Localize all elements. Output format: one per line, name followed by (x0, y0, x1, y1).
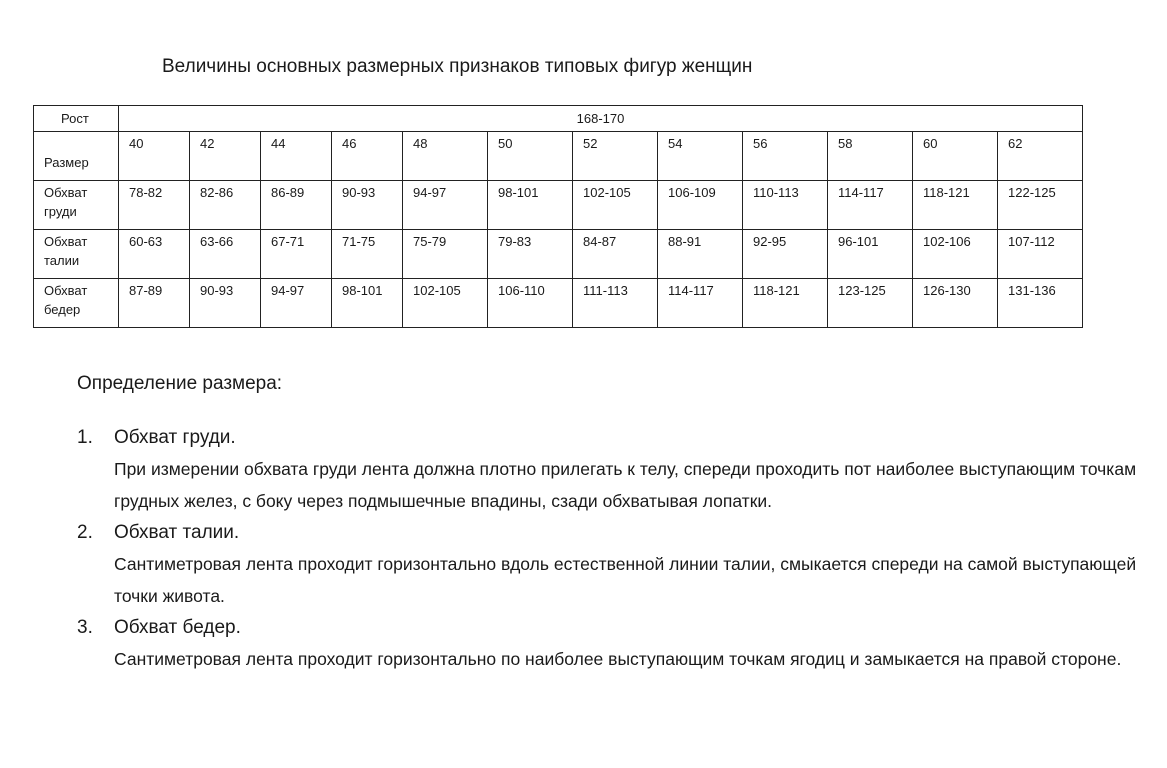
list-item (77, 615, 1137, 676)
table-row-hips (34, 279, 1083, 328)
value-cell (488, 279, 573, 328)
size-label-cell (34, 132, 119, 181)
size-cell (119, 132, 190, 181)
row-label-line2: талии (44, 253, 80, 268)
size-cell (658, 132, 743, 181)
measure-value: 71-75 (342, 234, 376, 249)
size-cell (261, 132, 332, 181)
item-title: Обхват талии. (114, 522, 240, 543)
value-cell (119, 230, 190, 279)
measure-value: 94-97 (413, 185, 447, 200)
section-heading: Определение размера: (77, 373, 283, 394)
measure-value: 94-97 (271, 283, 305, 298)
value-cell (573, 279, 658, 328)
size-cell (913, 132, 998, 181)
value-cell (119, 279, 190, 328)
item-title: Обхват бедер. (114, 617, 241, 638)
measure-value: 75-79 (413, 234, 447, 249)
size-value: 42 (200, 136, 215, 151)
measure-value: 90-93 (200, 283, 234, 298)
measure-value: 63-66 (200, 234, 234, 249)
measure-value: 122-125 (1008, 185, 1056, 200)
measure-value: 126-130 (923, 283, 971, 298)
list-item (77, 520, 1137, 612)
size-value: 46 (342, 136, 357, 151)
value-cell (828, 279, 913, 328)
measure-value: 114-117 (838, 185, 884, 200)
value-cell (743, 279, 828, 328)
size-table (33, 105, 1083, 328)
table-row-chest (34, 181, 1083, 230)
measure-value: 107-112 (1008, 234, 1055, 249)
value-cell (261, 181, 332, 230)
measure-value: 96-101 (838, 234, 879, 249)
value-cell (261, 230, 332, 279)
row-label-cell (34, 181, 119, 230)
value-cell (190, 230, 261, 279)
measure-value: 118-121 (923, 185, 970, 200)
size-value: 60 (923, 136, 938, 151)
value-cell (332, 230, 403, 279)
measure-value: 102-106 (923, 234, 971, 249)
value-cell (828, 230, 913, 279)
row-label-cell (34, 279, 119, 328)
value-cell (488, 181, 573, 230)
item-text: При измерении обхвата груди лента должна плотно прилегать к телу, спереди проходить пот наиболее выступающим точкам грудных желез, с боку через подмышечные впадины, сзади обхватывая лопатки. (114, 459, 1137, 511)
height-value-cell (119, 106, 1083, 132)
size-cell (828, 132, 913, 181)
value-cell (190, 181, 261, 230)
size-value: 54 (668, 136, 683, 151)
size-value: 58 (838, 136, 853, 151)
size-label: Размер (44, 155, 89, 170)
height-label-cell (34, 106, 119, 132)
value-cell (119, 181, 190, 230)
row-label-cell (34, 230, 119, 279)
page-title: Величины основных размерных признаков типовых фигур женщин (162, 56, 753, 77)
row-label-line1: Обхват (44, 283, 88, 298)
value-cell (403, 279, 488, 328)
value-cell (573, 181, 658, 230)
value-cell (998, 181, 1083, 230)
size-value: 44 (271, 136, 286, 151)
size-cell (190, 132, 261, 181)
item-text: Сантиметровая лента проходит горизонтально по наиболее выступающим точкам ягодиц и замыкается на правой стороне. (114, 649, 1122, 669)
height-value: 168-170 (576, 111, 625, 126)
measure-value: 123-125 (838, 283, 886, 298)
item-title: Обхват груди. (114, 427, 236, 448)
size-cell (403, 132, 488, 181)
size-cell (332, 132, 403, 181)
size-cell (573, 132, 658, 181)
measure-value: 98-101 (342, 283, 383, 298)
size-value: 50 (498, 136, 513, 151)
value-cell (261, 279, 332, 328)
value-cell (658, 181, 743, 230)
measure-value: 102-105 (583, 185, 631, 200)
value-cell (573, 230, 658, 279)
row-label (34, 279, 118, 319)
size-cell (488, 132, 573, 181)
value-cell (658, 279, 743, 328)
value-cell (913, 181, 998, 230)
item-number: 1. (77, 427, 93, 448)
value-cell (332, 181, 403, 230)
value-cell (743, 181, 828, 230)
measure-value: 88-91 (668, 234, 702, 249)
measure-value: 110-113 (753, 185, 799, 200)
size-value: 56 (753, 136, 768, 151)
measure-value: 67-71 (271, 234, 305, 249)
measure-value: 106-109 (668, 185, 716, 200)
list-item (77, 425, 1137, 517)
size-cell (998, 132, 1083, 181)
measure-value: 106-110 (498, 283, 545, 298)
row-label (34, 230, 118, 270)
row-label (34, 181, 118, 221)
measure-value: 86-89 (271, 185, 305, 200)
item-number: 2. (77, 522, 93, 543)
row-label-line2: бедер (44, 302, 81, 317)
size-value: 52 (583, 136, 598, 151)
value-cell (403, 181, 488, 230)
size-value: 62 (1008, 136, 1023, 151)
size-value: 40 (129, 136, 144, 151)
value-cell (743, 230, 828, 279)
measurement-list (77, 425, 1137, 679)
row-label-line1: Обхват (44, 234, 88, 249)
table-row-height (34, 106, 1083, 132)
measure-value: 84-87 (583, 234, 617, 249)
measure-value: 87-89 (129, 283, 163, 298)
value-cell (828, 181, 913, 230)
table-row-waist (34, 230, 1083, 279)
height-label: Рост (61, 111, 89, 126)
measure-value: 92-95 (753, 234, 787, 249)
value-cell (998, 279, 1083, 328)
measure-value: 98-101 (498, 185, 539, 200)
row-label-line2: груди (44, 204, 77, 219)
measure-value: 60-63 (129, 234, 163, 249)
value-cell (913, 279, 998, 328)
size-cell (743, 132, 828, 181)
size-value: 48 (413, 136, 428, 151)
value-cell (998, 230, 1083, 279)
measure-value: 111-113 (583, 283, 628, 298)
measure-value: 78-82 (129, 185, 163, 200)
measure-value: 114-117 (668, 283, 714, 298)
value-cell (913, 230, 998, 279)
value-cell (332, 279, 403, 328)
value-cell (403, 230, 488, 279)
value-cell (190, 279, 261, 328)
measure-value: 131-136 (1008, 283, 1056, 298)
measure-value: 118-121 (753, 283, 800, 298)
row-label-line1: Обхват (44, 185, 88, 200)
item-number: 3. (77, 617, 93, 638)
value-cell (658, 230, 743, 279)
item-text: Сантиметровая лента проходит горизонтально вдоль естественной линии талии, смыкается спереди на самой выступающей точки живота. (114, 554, 1137, 606)
value-cell (488, 230, 573, 279)
measure-value: 79-83 (498, 234, 532, 249)
table-row-sizes (34, 132, 1083, 181)
measure-value: 82-86 (200, 185, 234, 200)
measure-value: 102-105 (413, 283, 461, 298)
measure-value: 90-93 (342, 185, 376, 200)
